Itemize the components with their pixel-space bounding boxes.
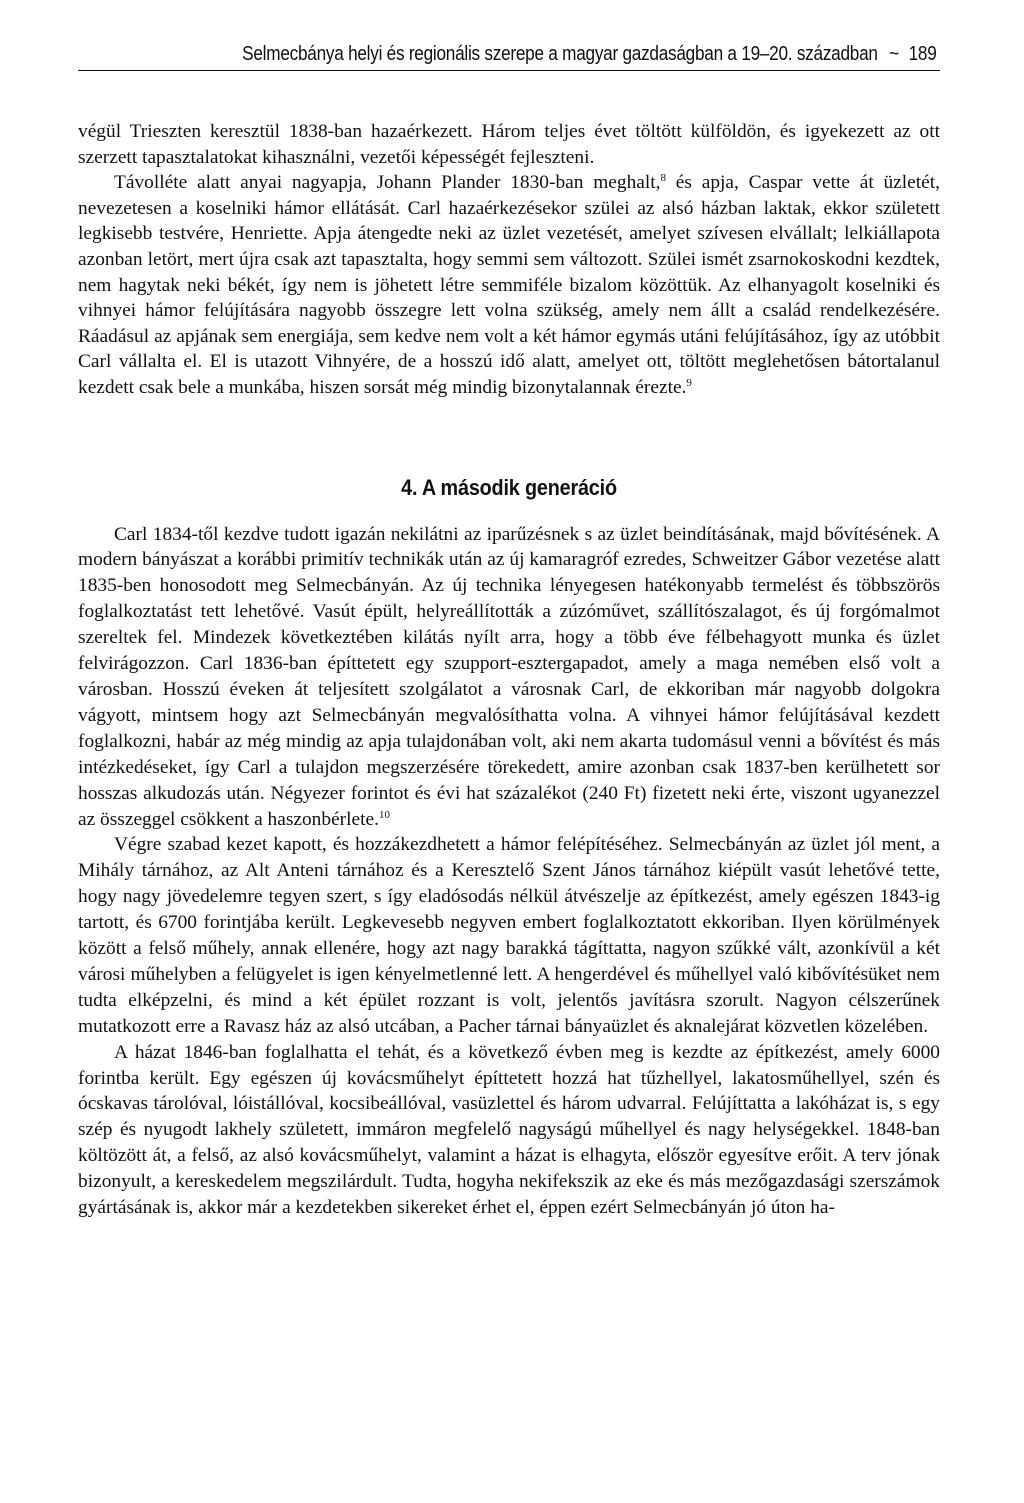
footnote-marker: 9 [686, 376, 692, 389]
running-header [199, 40, 940, 68]
intro-text [78, 119, 940, 401]
paragraph: Végre szabad kezet kapott, és hozzákezdhetett a hámor felépítéséhez. Selmecbányán az üzlet jól ment, a Mihály tárnához, az Alt Anteni tárnához és a Keresztelő Szent János tárnához kiépült vasút lehetővé tette, hogy nagy jövedelemre tegyen szert, s így eladósodás nélkül átvészelje az építkezést, amely egészen 1843-ig tartott, és 6700 forintjába került. Legkevesebb negyven embert foglalkoztatott ekkoriban. Ilyen körülmények között a felső műhely, annak ellenére, hogy azt nagy barakká tágíttatta, nagyon szűkké vált, azonkívül a két városi műhelyben a felügyelet is igen kényelmetlenné lett. A hengerdével és műhellyel való kibővítésüket nem tudta elképzelni, és mind a két épület rozzant is volt, jelentős javításra szorult. Nagyon célszerűnek mutatkozott erre a Ravasz ház az alsó utcában, a Pacher tárnai bányaüzlet és aknalejárat közvetlen közelében. [78, 834, 940, 1037]
footnote-marker: 10 [378, 808, 390, 821]
page-number: 189 [908, 43, 937, 65]
paragraph: Távolléte alatt anyai nagyapja, Johann Plander 1830-ban meghalt,$^8$ és apja, Caspar vette át üzletét, nevezetesen a koselniki hámor ellátását. Carl hazaérkezésekor szülei az alsó házban laktak, ekkor született legkisebb testvére, Henriette. Apja átengedte neki az üzlet vezetését, amelyet szívesen elvállalt; lelkiállapota azonban letört, mert újra csak azt tapasztalta, hogy semmi sem változott. Szülei ismét zsarnokoskodni kezdtek, nem hagytak neki békét, így nem is jöhetett létre semmiféle bizalom közöttük. Az elhanyagolt koselniki és vihnyei hámor felújítására nagyobb összegre lett volna szükség, amely nem állt a család rendelkezésére. Ráadásul az apjának sem energiája, sem kedve nem volt a két hámor egymás utáni felújításához, így az utóbbit Carl vállalta el. El is utazott Vihnyére, de a hosszú idő alatt, amelyet ott, töltött meglehetősen bátortalanul kezdett csak bele a munkába, hiszen sorsát még mindig bizonytalannak érezte.$^9$ [78, 172, 940, 398]
header-separator: ~ [889, 43, 899, 65]
section-text [78, 522, 940, 1221]
paragraph: végül Trieszten keresztül 1838-ban hazaérkezett. Három teljes évet töltött külföldön, és igyekezett az ott szerzett tapasztalatokat kihasználni, vezetői képességét fejleszteni. [78, 121, 940, 168]
book-page [78, 40, 940, 1221]
paragraph: A házat 1846-ban foglalhatta el tehát, és a következő évben meg is kezdte az építkezést, amely 6000 forintba került. Egy egészen új kovácsműhelyt építtetett hozzá hat tűzhellyel, lakatosműhellyel, szén és ócskavas tárolóval, lóistállóval, kocsibeállóval, vasüzlettel és három udvarral. Felújíttatta a lakóházat is, s egy szép és nyugodt lakhely született, immáron megfelelő nagyságú műhellyel és nagy helységekkel. 1848-ban költözött át, a felső, az alsó kovácsműhelyt, valamint a házat is elhagyta, először egyesítve erőit. A terv jónak bizonyult, a kereskedelem megszilárdult. Tudta, hogyha nekifekszik az eke és más mezőgazdasági szerszámok gyártásának is, akkor már a kezdetekben sikereket érhet el, éppen ezért Selmecbányán jó úton ha- [78, 1041, 940, 1219]
footnote-marker: 8 [660, 172, 667, 185]
section-heading: 4. A második generáció [401, 474, 617, 500]
running-title: Selmecbánya helyi és regionális szerepe a magyar gazdaságban a 19–20. században [242, 43, 878, 65]
header-rule [78, 70, 940, 71]
paragraph: Carl 1834-től kezdve tudott igazán nekilátni az iparűzésnek s az üzlet beindításának, majd bővítésének. A modern bányászat a korábbi primitív technikák után az új kamaragróf ezredes, Schweitzer Gábor vezetése alatt 1835-ben honosodott meg Selmecbányán. Az új technika lényegesen hatékonyabb termelést és többszörös foglalkoztatást tett lehetővé. Vasút épült, helyreállították a zúzóművet, szállítószalagot, és új forgómalmot szereltek fel. Mindezek következtében kilátás nyílt arra, hogy a több éve félbehagyott munka és üzlet felvirágozzon. Carl 1836-ban építtetett egy szupport-esztergapadot, amely a maga nemében első volt a városban. Hosszú éveken át teljesített szolgálatot a városnak Carl, de ekkoriban már nagyobb dolgokra vágyott, mintsem hogy azt Selmecbányán megvalósíthatta volna. A vihnyei hámor felújításával kezdett foglalkozni, habár az még mindig az apja tulajdonában volt, aki nem akarta tudomásul venni a bővítést és más intézkedéseket, így Carl a tulajdon megszerzésére törekedett, amire azonban csak 1837-ben kerülhetett sor hosszas alkudozás után. Négyezer forintot és évi hat százalékot (240 Ft) fizetett neki érte, viszont ugyanezzel az összeggel csökkent a haszonbérlete.$^{10}$ [78, 523, 940, 830]
